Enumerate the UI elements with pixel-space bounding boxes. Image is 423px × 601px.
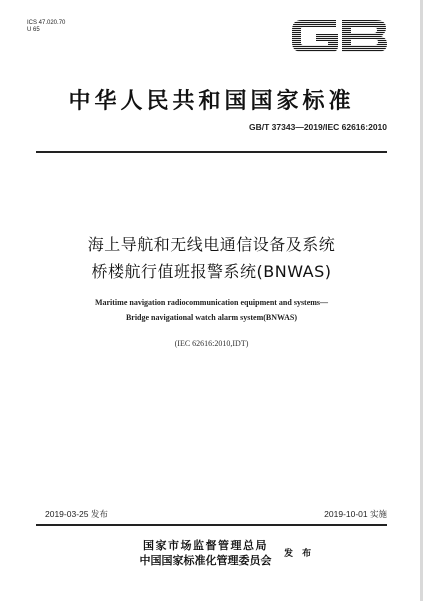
title-en-line-2: Bridge navigational watch alarm system(BNWAS) xyxy=(125,313,298,322)
issue-date: 2019-03-25 发布 xyxy=(45,509,108,519)
title-en-line-1: Maritime navigation radiocommunication equipment and systems— xyxy=(94,298,329,307)
implementation-date: 2019-10-01 实施 xyxy=(324,509,387,519)
title-zh-line-2: 桥楼航行值班报警系统(BNWAS) xyxy=(91,262,332,281)
top-divider xyxy=(36,151,387,153)
ics-code: ICS 47.020.70 xyxy=(27,20,66,26)
gb-logo-icon xyxy=(288,14,392,58)
iec-reference: (IEC 62616:2010,IDT) xyxy=(174,339,249,348)
bottom-divider xyxy=(36,524,387,526)
issuer-line-2: 中国国家标准化管理委员会 xyxy=(139,554,272,567)
ccs-code: U 65 xyxy=(27,27,40,33)
publish-label: 发 布 xyxy=(284,549,315,559)
standard-number: GB/T 37343—2019/IEC 62616:2010 xyxy=(249,122,387,132)
classification-codes xyxy=(27,20,65,34)
national-standard-title: 中华人民共和国国家标准 xyxy=(68,89,355,114)
title-zh-line-1: 海上导航和无线电通信设备及系统 xyxy=(87,235,336,254)
issuer-line-1: 国家市场监督管理总局 xyxy=(143,539,268,552)
